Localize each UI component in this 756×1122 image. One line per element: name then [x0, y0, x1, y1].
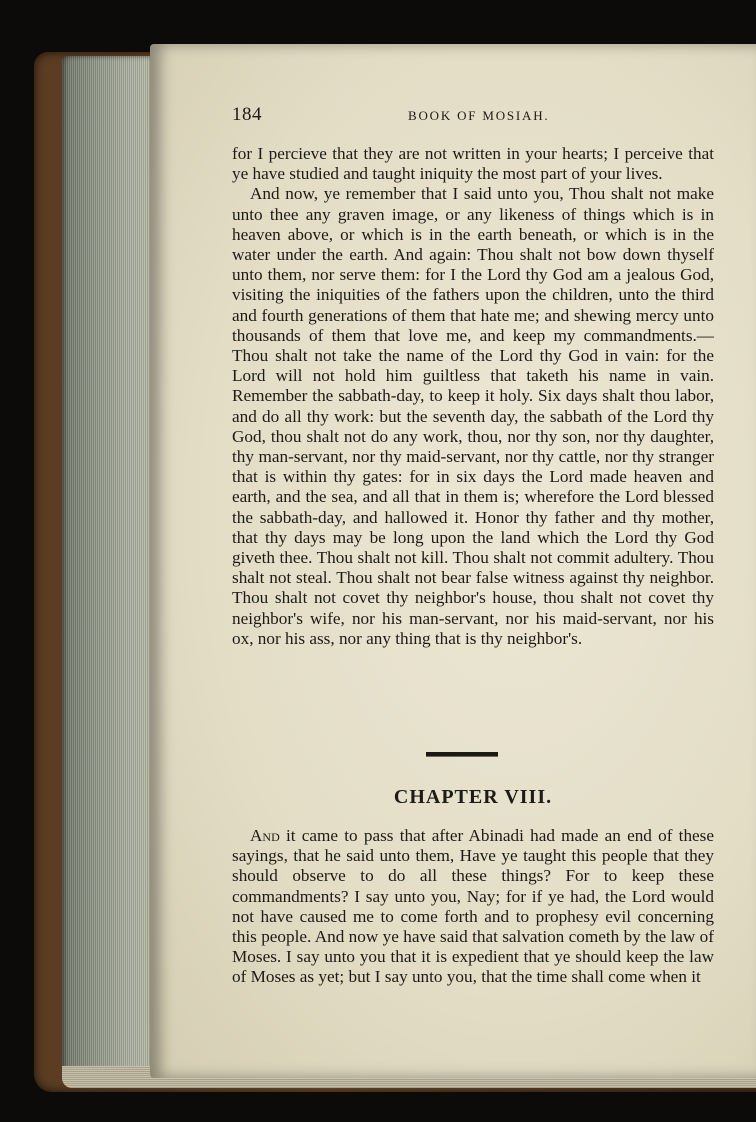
book-page [150, 44, 756, 1078]
page-number: 184 [232, 104, 262, 125]
paragraph-continuation: for I percieve that they are not written in your hearts; I perceive that ye have studied and taught iniquity the most part of your lives. [232, 144, 714, 184]
body-text [232, 144, 714, 649]
chapter-text [232, 826, 714, 988]
running-head: BOOK OF MOSIAH. [408, 108, 550, 123]
chapter-heading: CHAPTER VIII. [393, 786, 553, 808]
page-header [232, 104, 732, 130]
opening-text: it came to pass that after Abinadi had made an end of these sayings, that he said unto them, Have ye taught this people that they should observe to do all these things? For to keep these commandments? I say unto you, Nay; for if ye had, the Lord would not have caused me to come forth and to prophesy evil concerning this people. And now ye have said that salvation cometh by the law of Moses. I say unto you that it is expedient that ye should keep the law of Moses as yet; but I say unto you, that the time shall come when it [232, 826, 714, 987]
page-edges [62, 56, 156, 1076]
section-divider [426, 752, 498, 757]
opening-word: And [250, 826, 280, 845]
chapter-opening-paragraph [232, 826, 714, 988]
paragraph-commandments: And now, ye remember that I said unto you, Thou shalt not make unto thee any graven image, or any likeness of things which is in heaven above, or which is in the earth beneath, or which is in the water under the earth. And again: Thou shalt not bow down thyself unto them, nor serve them: for I the Lord thy God am a jealous God, visiting the iniquities of the fathers upon the children, unto the third and fourth generations of them that hate me; and shewing mercy unto thousands of them that love me, and keep my commandments.—Thou shalt not take the name of the Lord thy God in vain: for the Lord will not hold him guiltless that taketh his name in vain. Remember the sabbath-day, to keep it holy. Six days shalt thou labor, and do all thy work: but the seventh day, the sabbath of the Lord thy God, thou shalt not do any work, thou, nor thy son, nor thy daughter, thy man-servant, nor thy maid-servant, nor thy cattle, nor thy stranger that is within thy gates: for in six days the Lord made heaven and earth, and the sea, and all that in them is; wherefore the Lord blessed the sabbath-day, and hallowed it. Honor thy father and thy mother, that thy days may be long upon the land which the Lord thy God giveth thee. Thou shalt not kill. Thou shalt not commit adultery. Thou shalt not steal. Thou shalt not bear false witness against thy neighbor. Thou shalt not covet thy neighbor's house, thou shalt not covet thy neighbor's wife, nor his man-servant, nor his maid-servant, nor his ox, nor his ass, nor any thing that is thy neighbor's. [232, 184, 714, 648]
